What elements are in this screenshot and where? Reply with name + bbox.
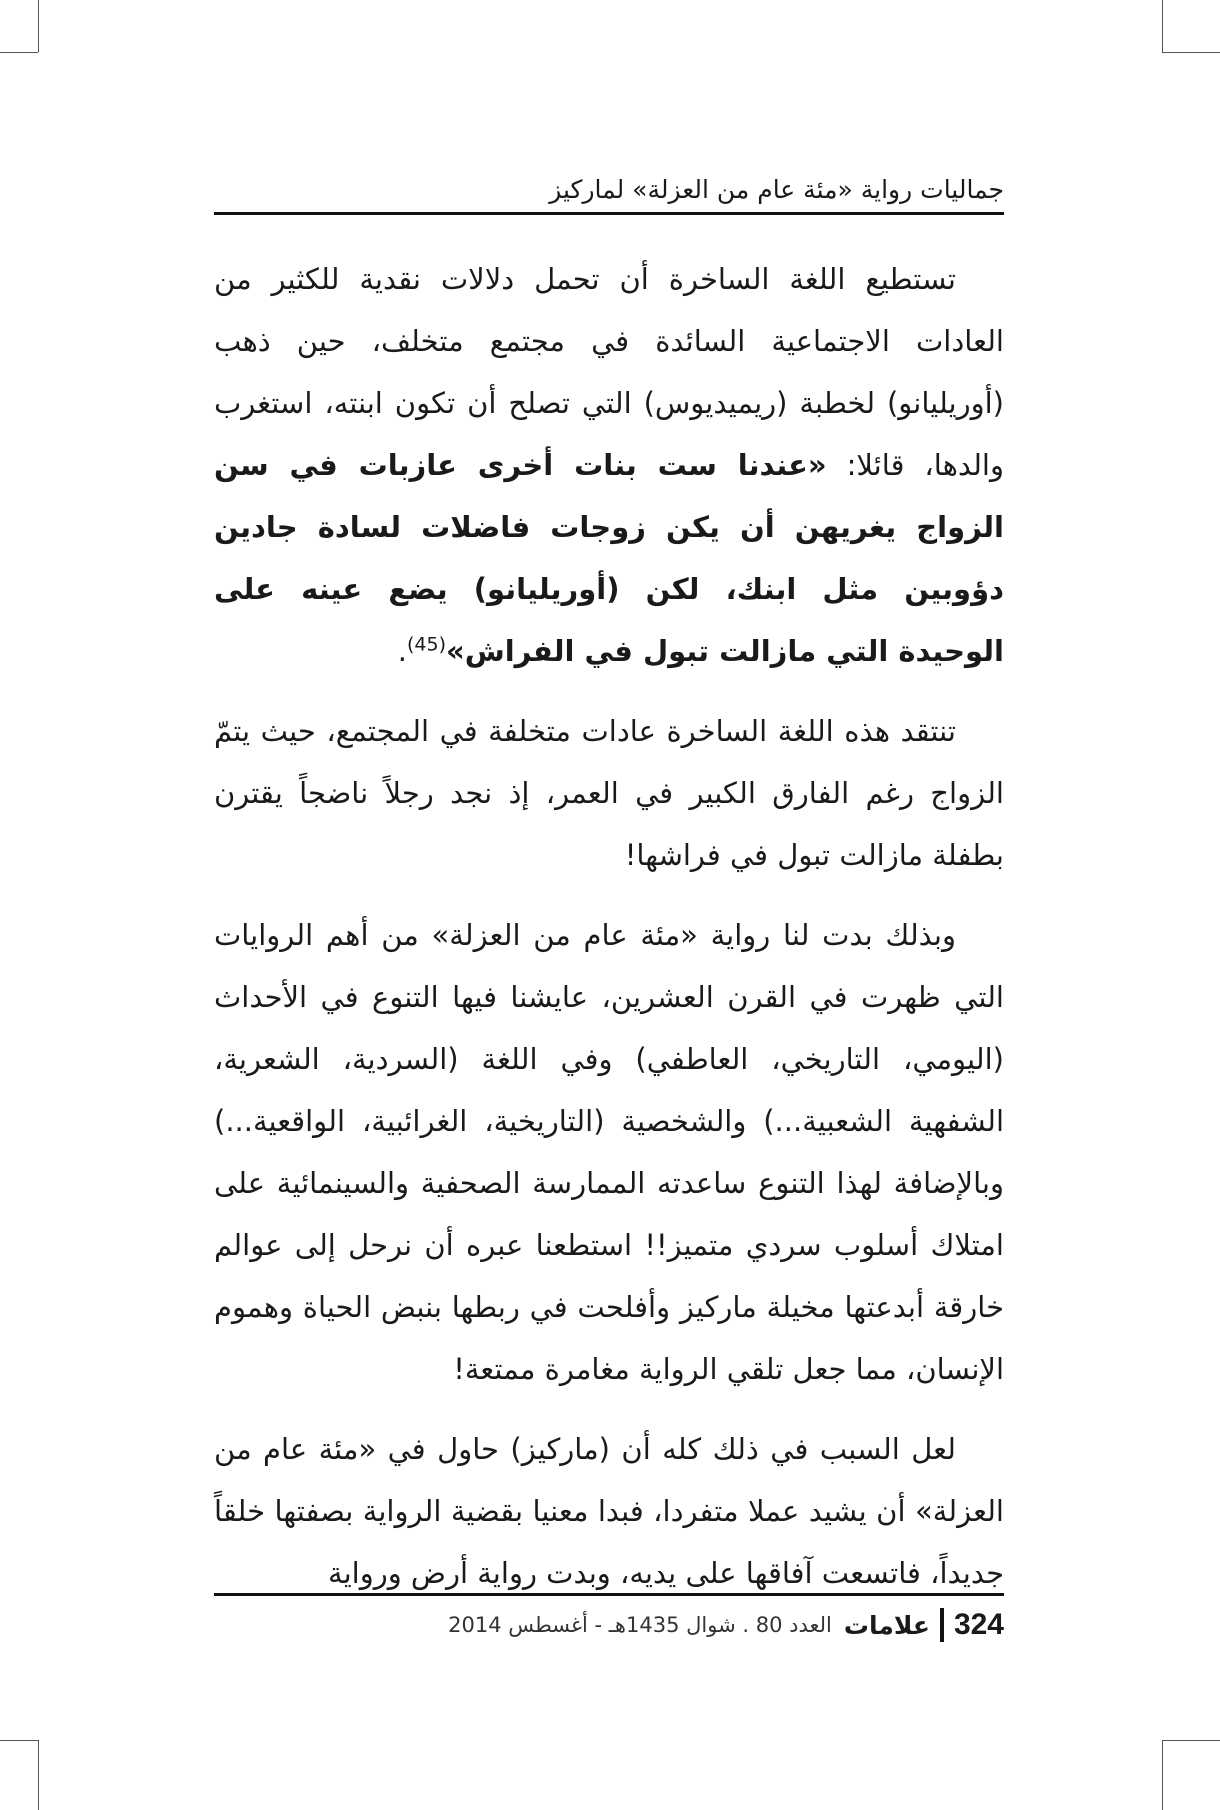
running-title: جماليات رواية «مئة عام من العزلة» لماركيز: [549, 175, 1004, 204]
crop-mark: [1162, 52, 1220, 53]
crop-mark: [1162, 1740, 1163, 1810]
crop-mark: [38, 0, 39, 52]
paragraph-end: .: [397, 634, 407, 668]
issue-info: العدد 80 . شوال 1435هـ - أغسطس 2014: [448, 1613, 832, 1637]
footer-rule: [214, 1593, 1004, 1596]
paragraph-1: [214, 248, 1004, 682]
footnote-reference: (45): [406, 633, 446, 656]
header-rule: [214, 212, 1004, 215]
crop-mark: [1162, 1740, 1220, 1741]
page-number: 324: [953, 1608, 1004, 1641]
paragraph-2: تنتقد هذه اللغة الساخرة عادات متخلفة في المجتمع، حيث يتمّ الزواج رغم الفارق الكبير في العمر، إذ نجد رجلاً ناضجاً يقترن بطفلة مازالت تبول في فراشها!: [214, 714, 1004, 872]
paragraph-text: تستطيع اللغة الساخرة أن تحمل دلالات نقدية للكثير من العادات الاجتماعية السائدة في مجتمع متخلف، حين ذهب (أوريليانو) لخطبة (ريميديوس) التي تصلح أن تكون ابنته، استغرب والدها، قائلا:: [214, 262, 1004, 482]
quoted-passage: «عندنا ست بنات أخرى عازبات في سن الزواج يغريهن أن يكن زوجات فاضلات لسادة جادين دؤوبين مثل ابنك، لكن (أوريليانو) يضع عينه على الوحيدة التي مازالت تبول في الفراش»: [214, 448, 1004, 668]
paragraph-3: وبذلك بدت لنا رواية «مئة عام من العزلة» من أهم الروايات التي ظهرت في القرن العشرين، عايشنا فيها التنوع في الأحداث (اليومي، التاريخي، العاطفي) وفي اللغة (السردية، الشعرية، الشفهية الشعبية...) والشخصية (التاريخية، الغرائبية، الواقعية...) وبالإضافة لهذا التنوع ساعدته الممارسة الصحفية والسينمائية على امتلاك أسلوب سردي متميز!! استطعنا عبره أن نرحل إلى عوالم خارقة أبدعتها مخيلة ماركيز وأفلحت في ربطها بنبض الحياة وهموم الإنسان، مما جعل تلقي الرواية مغامرة ممتعة!: [214, 918, 1004, 1386]
page-footer: [214, 1603, 1004, 1647]
paragraph-4: لعل السبب في ذلك كله أن (ماركيز) حاول في «مئة عام من العزلة» أن يشيد عملا متفردا، فبدا معنيا بقضية الرواية بصفتها خلقاً جديداً، فاتسعت آفاقها على يديه، وبدت رواية أرض ورواية: [214, 1432, 1004, 1590]
crop-mark: [0, 1740, 38, 1741]
crop-mark: [0, 52, 38, 53]
crop-mark: [38, 1740, 39, 1810]
footer-divider: [940, 1608, 944, 1642]
crop-mark: [1162, 0, 1163, 52]
article-body: [214, 248, 1004, 1622]
journal-name: علامات: [843, 1610, 930, 1640]
